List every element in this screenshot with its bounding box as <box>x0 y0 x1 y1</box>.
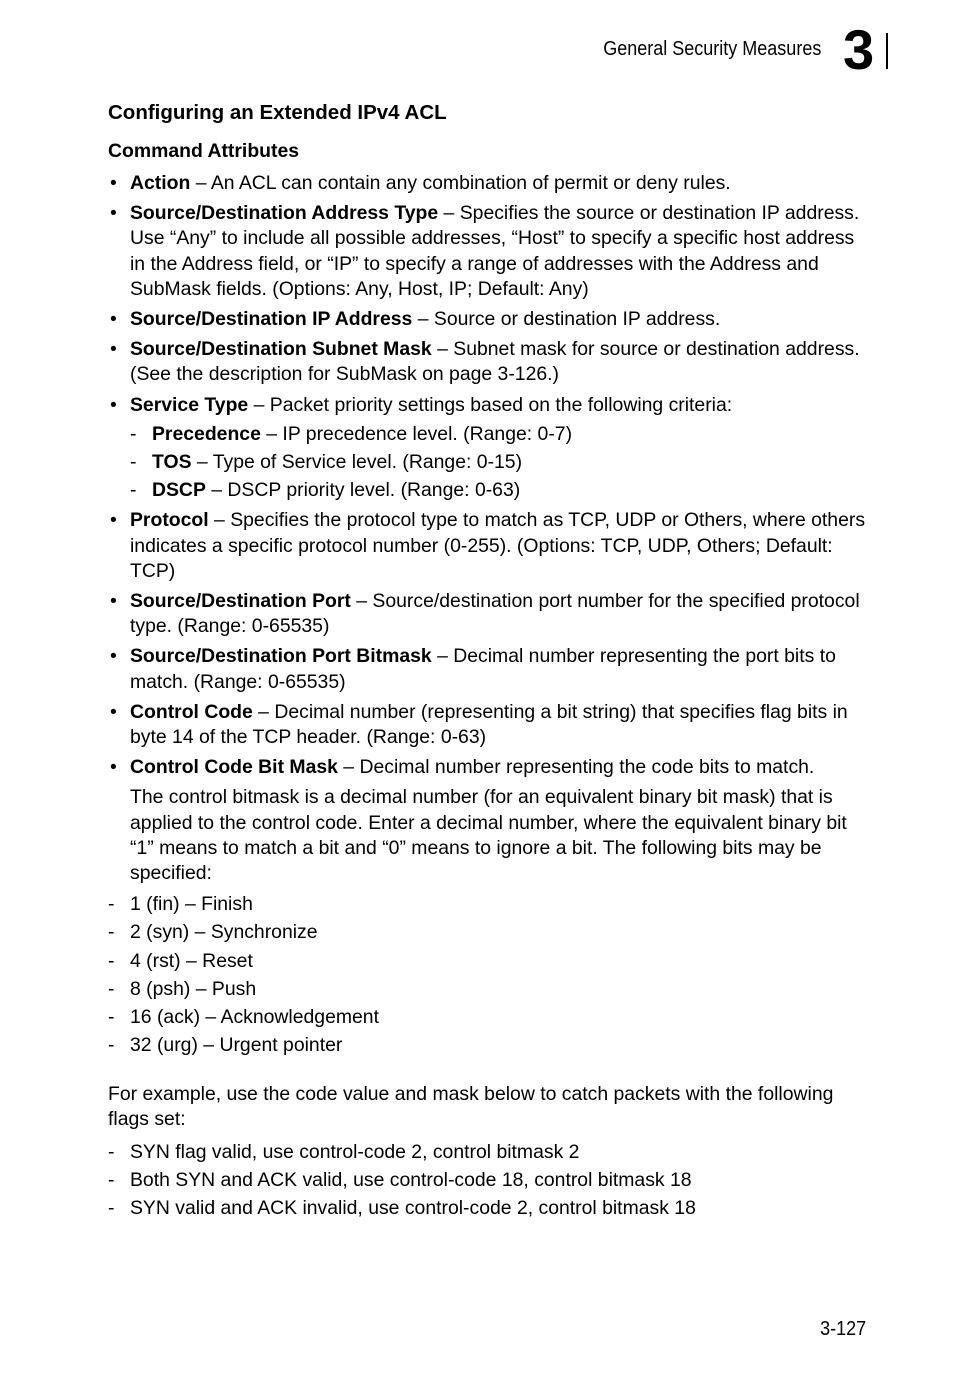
attribute-term: Control Code Bit Mask <box>130 756 338 779</box>
attribute-list <box>108 171 868 780</box>
attribute-term: Source/Destination Port <box>130 590 351 613</box>
example-paragraph: For example, use the code value and mask below to catch packets with the following flags set: <box>108 1082 834 1130</box>
list-item: - Both SYN and ACK valid, use control-code 18, control bitmask 18 <box>108 1168 868 1193</box>
attribute-term: Source/Destination Port Bitmask <box>130 645 432 668</box>
page-content <box>108 100 868 1225</box>
list-item: - 32 (urg) – Urgent pointer <box>108 1033 868 1058</box>
attribute-desc: – Decimal number representing the code bits to match. <box>337 756 815 779</box>
attribute-desc: – Specifies the source or destination IP address. Use “Any” to include all possible addresses, “Host” to specify a specific host address in the Address field, or “IP” to specify a range of addresses with the Address and SubMask fields. (Options: Any, Host, IP; Default: Any) <box>130 202 860 300</box>
subsection-title: Command Attributes <box>108 140 300 162</box>
list-item <box>108 700 868 750</box>
service-desc: – Type of Service level. (Range: 0-15) <box>191 451 523 474</box>
bit-list <box>108 892 868 1058</box>
list-item <box>108 589 868 639</box>
list-item <box>108 307 868 332</box>
attribute-desc: – Decimal number representing the port bits to match. (Range: 0-65535) <box>130 645 836 693</box>
attribute-desc: – Decimal number (representing a bit string) that specifies flag bits in byte 14 of the TCP header. (Range: 0-63) <box>130 700 848 749</box>
list-item: - 8 (psh) – Push <box>108 977 868 1002</box>
list-item <box>130 478 868 503</box>
bitmask-paragraph: The control bitmask is a decimal number (for an equivalent binary bit mask) that is applied to the control code. Enter a decimal number, where the equivalent binary bit “1” means to match a bit and “0” means to ignore a bit. The following bits may be specified: <box>130 786 847 885</box>
service-type-list <box>130 422 868 504</box>
attribute-term: Source/Destination IP Address <box>130 308 413 331</box>
list-item <box>108 201 868 302</box>
list-item: - SYN flag valid, use control-code 2, control bitmask 2 <box>108 1140 868 1165</box>
service-term: TOS <box>152 451 192 474</box>
attribute-desc: – An ACL can contain any combination of permit or deny rules. <box>190 172 731 194</box>
service-desc: – DSCP priority level. (Range: 0-63) <box>205 479 521 502</box>
list-item: - 1 (fin) – Finish <box>108 892 868 917</box>
service-term: DSCP <box>152 479 206 502</box>
attribute-term: Control Code <box>130 700 253 723</box>
list-item <box>130 422 868 447</box>
attribute-term: Source/Destination Subnet Mask <box>130 338 432 361</box>
attribute-term: Service Type <box>130 393 249 416</box>
list-item <box>130 450 868 475</box>
service-term: Precedence <box>152 422 261 445</box>
list-item <box>108 171 868 196</box>
list-item: - 4 (rst) – Reset <box>108 949 868 974</box>
list-item: - SYN valid and ACK invalid, use control-code 2, control bitmask 18 <box>108 1196 868 1221</box>
list-item <box>108 755 868 780</box>
attribute-desc: – Subnet mask for source or destination address. (See the description for SubMask on page 3-126.) <box>130 338 860 386</box>
chapter-number: 3 <box>843 18 874 81</box>
attribute-desc: – Packet priority settings based on the following criteria: <box>248 393 733 416</box>
attribute-desc: – Specifies the protocol type to match as TCP, UDP or Others, where others indicates a specific protocol number (0-255). (Options: TCP, UDP, Others; Default: TCP) <box>130 509 866 582</box>
section-title: Configuring an Extended IPv4 ACL <box>108 101 447 124</box>
attribute-desc: – Source or destination IP address. <box>412 308 721 331</box>
service-desc: – IP precedence level. (Range: 0-7) <box>260 422 573 445</box>
list-item: - 16 (ack) – Acknowledgement <box>108 1005 868 1030</box>
attribute-desc: – Source/destination port number for the specified protocol type. (Range: 0-65535) <box>130 590 860 638</box>
running-header: General Security Measures <box>602 38 821 60</box>
list-item <box>108 337 868 387</box>
list-item <box>108 508 868 584</box>
attribute-term: Action <box>130 172 191 194</box>
example-list <box>108 1140 868 1222</box>
list-item: - 2 (syn) – Synchronize <box>108 920 868 945</box>
attribute-term: Source/Destination Address Type <box>130 202 439 225</box>
list-item <box>108 644 868 694</box>
attribute-term: Protocol <box>130 509 209 532</box>
page-number: 3-127 <box>819 1318 866 1340</box>
list-item <box>108 393 868 504</box>
chapter-divider <box>886 33 888 69</box>
